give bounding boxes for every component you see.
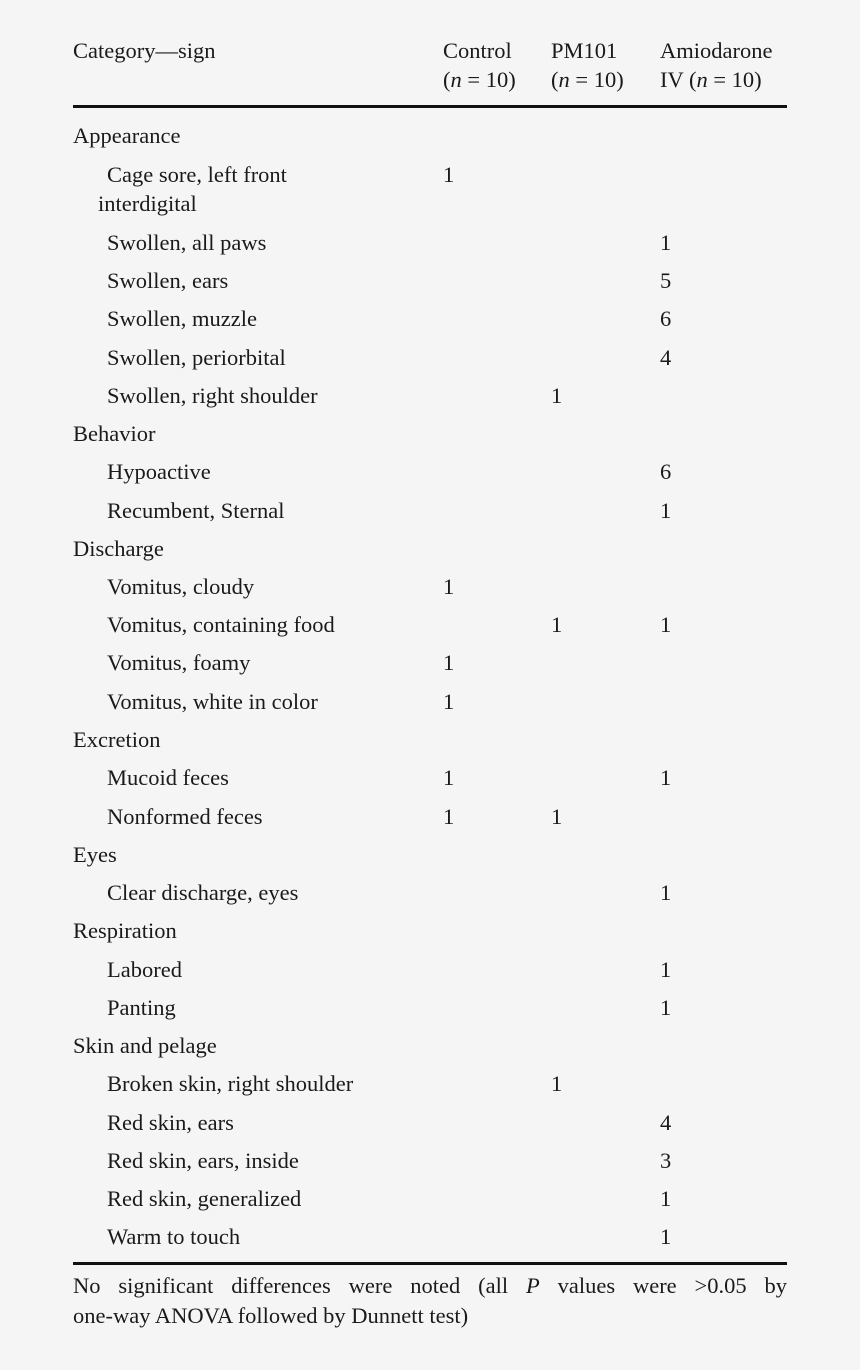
table-footnote	[73, 1271, 787, 1331]
control-count: 1	[443, 162, 455, 187]
category-label: Eyes	[73, 842, 117, 867]
footnote-line-2: one-way ANOVA followed by Dunnett test)	[73, 1303, 469, 1328]
amiodarone-count: 6	[660, 306, 672, 331]
sign-label: Vomitus, foamy	[107, 650, 251, 675]
sign-label: Swollen, ears	[107, 268, 229, 293]
amiodarone-count: 6	[660, 459, 672, 484]
category-label: Discharge	[73, 536, 164, 561]
header-amio-line2: IV (n = 10)	[660, 67, 762, 92]
category-label: Skin and pelage	[73, 1033, 217, 1058]
category-row	[73, 534, 787, 563]
table-header	[73, 0, 787, 107]
amiodarone-count: 1	[660, 498, 672, 523]
header-amio-line1: Amiodarone	[660, 38, 773, 63]
control-count: 1	[443, 804, 455, 829]
sign-label: Clear discharge, eyes	[107, 880, 299, 905]
sign-label: Cage sore, left front	[107, 162, 287, 187]
amiodarone-count: 1	[660, 995, 672, 1020]
category-label: Appearance	[73, 123, 181, 148]
amiodarone-count: 4	[660, 1110, 672, 1135]
category-row	[73, 1031, 787, 1060]
category-row	[73, 840, 787, 869]
pm101-count: 1	[551, 804, 563, 829]
header-category: Category—sign	[73, 38, 216, 63]
header-pm101-line2: (n = 10)	[551, 67, 624, 92]
sign-label: Red skin, generalized	[107, 1186, 302, 1211]
sign-label: Vomitus, cloudy	[107, 574, 255, 599]
header-control-line1: Control	[443, 38, 512, 63]
amiodarone-count: 1	[660, 230, 672, 255]
pm101-count: 1	[551, 383, 563, 408]
header-amiodarone	[660, 36, 772, 94]
sign-label: Nonformed feces	[107, 804, 263, 829]
sign-label: Warm to touch	[107, 1224, 241, 1249]
control-count: 1	[443, 574, 455, 599]
header-pm101	[551, 36, 624, 94]
sign-label: Red skin, ears, inside	[107, 1148, 299, 1173]
amiodarone-count: 1	[660, 957, 672, 982]
category-label: Behavior	[73, 421, 156, 446]
control-count: 1	[443, 650, 455, 675]
control-count: 1	[443, 765, 455, 790]
bottom-rule	[73, 1262, 787, 1265]
sign-label: Recumbent, Sternal	[107, 498, 285, 523]
amiodarone-count: 5	[660, 268, 672, 293]
amiodarone-count: 4	[660, 345, 672, 370]
header-rule	[73, 105, 787, 108]
category-row	[73, 419, 787, 448]
category-row	[73, 121, 787, 150]
sign-label: Swollen, periorbital	[107, 345, 286, 370]
amiodarone-count: 1	[660, 880, 672, 905]
clinical-signs-table	[73, 0, 787, 1249]
header-pm101-line1: PM101	[551, 38, 618, 63]
amiodarone-count: 1	[660, 612, 672, 637]
control-count: 1	[443, 689, 455, 714]
sign-label-continuation: interdigital	[98, 191, 197, 216]
sign-label: Labored	[107, 957, 182, 982]
header-control-line2: (n = 10)	[443, 67, 516, 92]
sign-label: Vomitus, white in color	[107, 689, 318, 714]
sign-label: Vomitus, containing food	[107, 612, 335, 637]
category-row	[73, 916, 787, 945]
sign-label: Hypoactive	[107, 459, 211, 484]
amiodarone-count: 3	[660, 1148, 672, 1173]
category-label: Excretion	[73, 727, 161, 752]
sign-label: Red skin, ears	[107, 1110, 234, 1135]
footnote-line-1: No significant differences were noted (all P values were >0.05 by	[73, 1273, 787, 1298]
sign-label: Swollen, right shoulder	[107, 383, 318, 408]
header-control	[443, 36, 516, 94]
pm101-count: 1	[551, 612, 563, 637]
category-label: Respiration	[73, 918, 177, 943]
category-row	[73, 725, 787, 754]
amiodarone-count: 1	[660, 1224, 672, 1249]
sign-label: Swollen, muzzle	[107, 306, 257, 331]
amiodarone-count: 1	[660, 1186, 672, 1211]
amiodarone-count: 1	[660, 765, 672, 790]
sign-label: Swollen, all paws	[107, 230, 267, 255]
sign-label: Panting	[107, 995, 176, 1020]
pm101-count: 1	[551, 1071, 563, 1096]
sign-label: Broken skin, right shoulder	[107, 1071, 354, 1096]
sign-label: Mucoid feces	[107, 765, 229, 790]
